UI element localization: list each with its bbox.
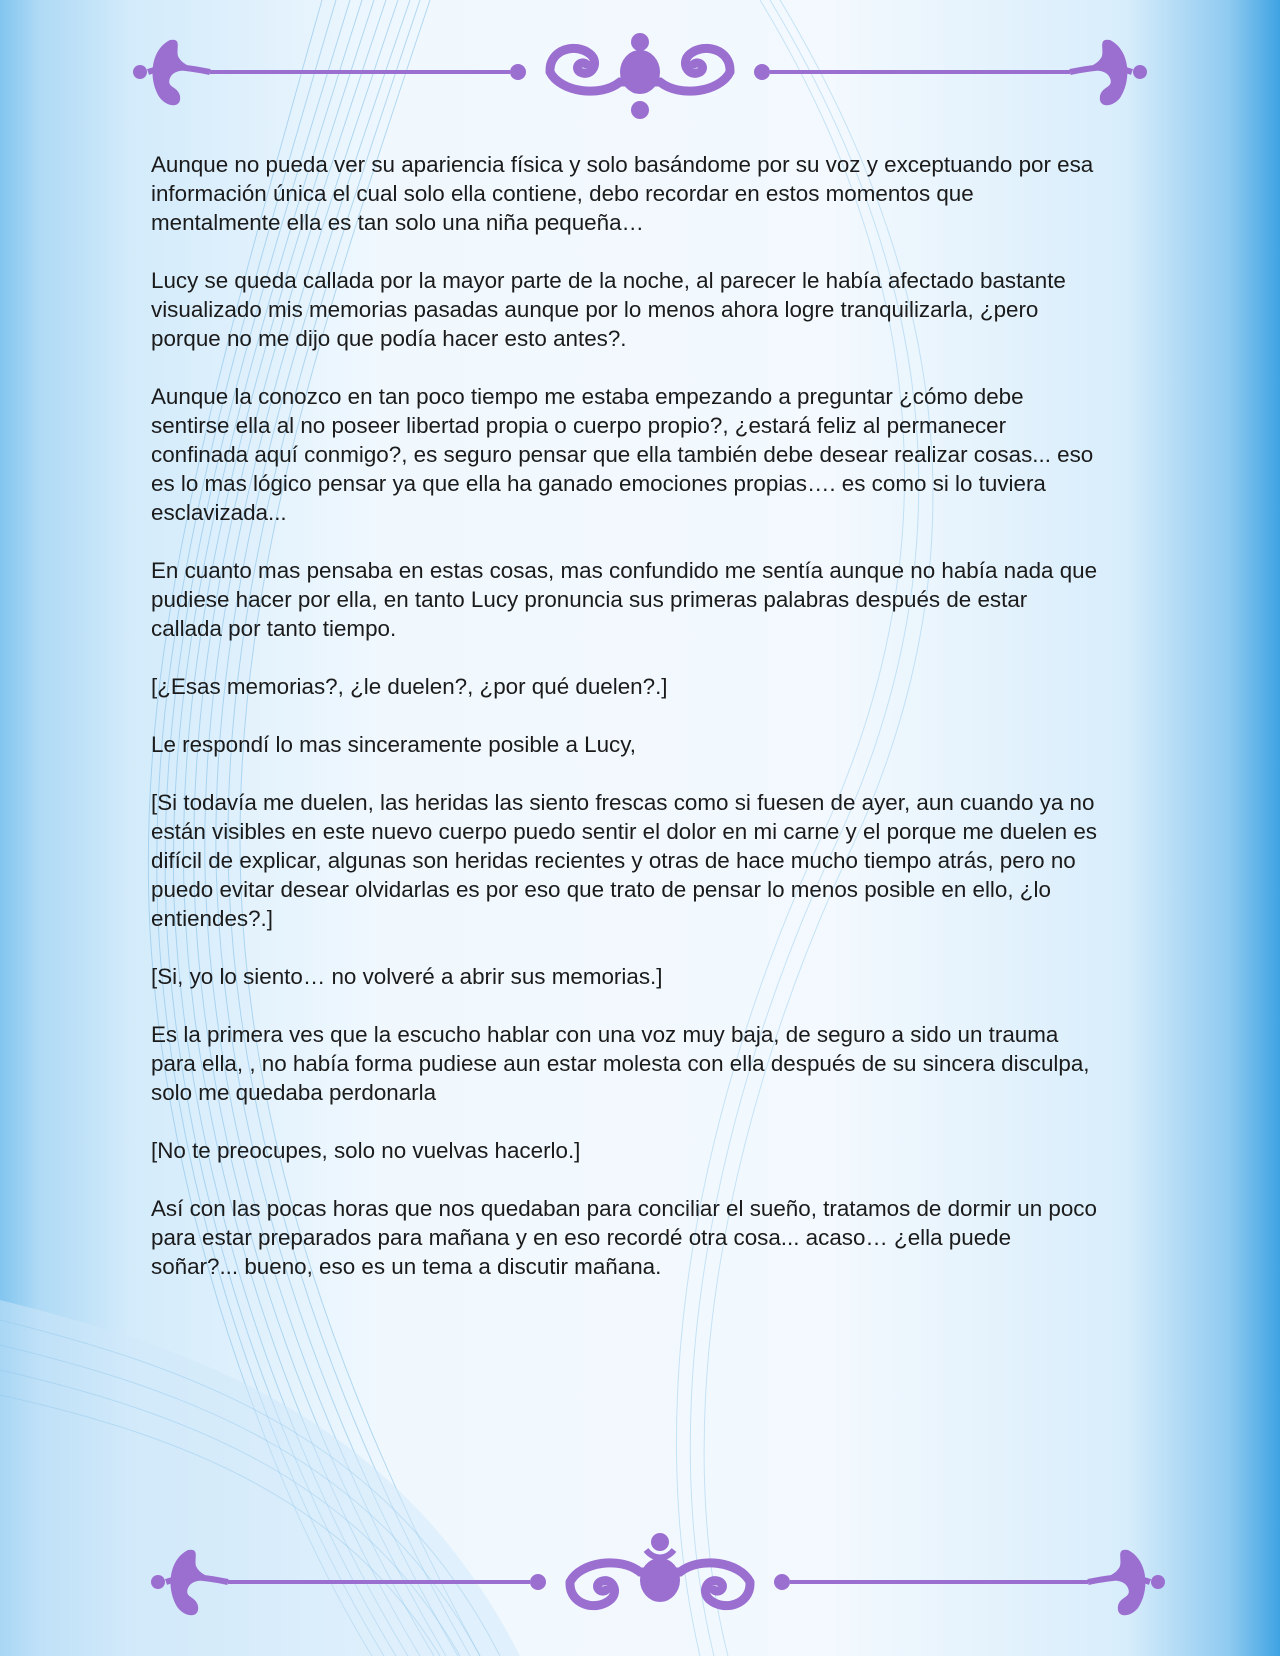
paragraph-3: Aunque la conozco en tan poco tiempo me estaba empezando a preguntar ¿cómo debe sentirse ella al no poseer libertad propia o cuerpo propio?, ¿estará feliz al permanecer confinada aquí conmigo?, es seguro pensar que ella también debe desear realizar cosas... eso es lo mas lógico pensar ya que ella ha ganado emociones propias…. es como si lo tuviera esclavizada... [151, 384, 1094, 525]
paragraph-6: Le respondí lo mas sinceramente posible a Lucy, [151, 732, 636, 757]
paragraph-1: Aunque no pueda ver su apariencia física y solo basándome por su voz y exceptuando por esa información única el cual solo ella contiene, debo recordar en estos momentos que mentalmente ella es tan solo una niña pequeña… [151, 152, 1094, 235]
dialogue-forgive: [No te preocupes, solo no vuelvas hacerlo.] [151, 1138, 581, 1163]
paragraph-11: Así con las pocas horas que nos quedaban para conciliar el sueño, tratamos de dormir un poco para estar preparados para mañana y en eso recordé otra cosa... acaso… ¿ella puede soñar?... bueno, eso es un tema a discutir mañana. [151, 1196, 1097, 1279]
paragraph-9: Es la primera ves que la escucho hablar con una voz muy baja, de seguro a sido un trauma para ella, , no había forma pudiese aun estar molesta con ella después de su sincera disculpa, solo me quedaba perdonarla [151, 1022, 1090, 1105]
dialogue-lucy-apology: [Si, yo lo siento… no volveré a abrir sus memorias.] [151, 964, 663, 989]
paragraph-2: Lucy se queda callada por la mayor parte de la noche, al parecer le había afectado bastante visualizado mis memorias pasadas aunque por lo menos ahora logre tranquilizarla, ¿pero porque no me dijo que podía hacer esto antes?. [151, 268, 1066, 351]
document-body [151, 150, 1101, 1310]
paragraph-4: En cuanto mas pensaba en estas cosas, mas confundido me sentía aunque no había nada que pudiese hacer por ella, en tanto Lucy pronuncia sus primeras palabras después de estar callada por tanto tiempo. [151, 558, 1098, 641]
dialogue-lucy-question: [¿Esas memorias?, ¿le duelen?, ¿por qué duelen?.] [151, 674, 668, 699]
dialogue-reply: [Si todavía me duelen, las heridas las siento frescas como si fuesen de ayer, aun cuando ya no están visibles en este nuevo cuerpo puedo sentir el dolor en mi carne y el porque me duelen es difícil de explicar, algunas son heridas recientes y otras de hace mucho tiempo atrás, pero no puedo evitar desear olvidarlas es por eso que trato de pensar lo menos posible en ello, ¿lo entiendes?.] [151, 790, 1097, 931]
scroll-flourish-icon [148, 1520, 1168, 1630]
scroll-flourish-icon [130, 20, 1150, 130]
